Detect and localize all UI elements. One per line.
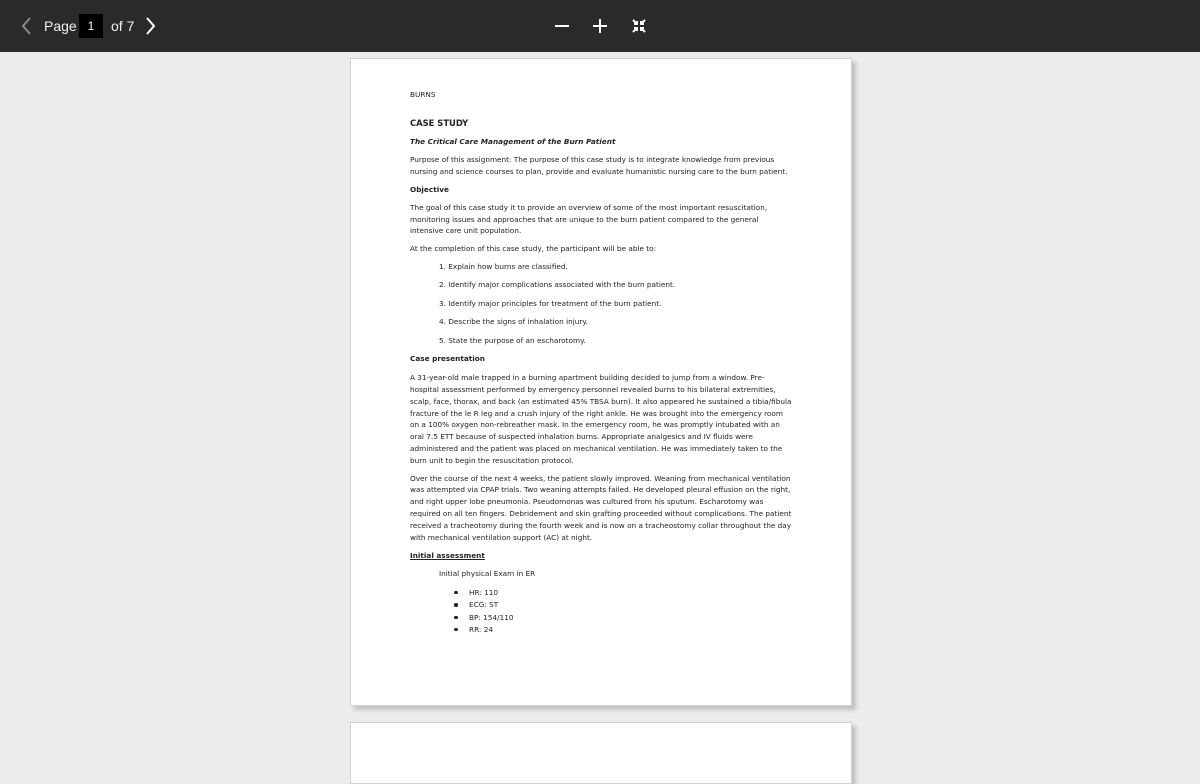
case-study-title: CASE STUDY [410, 117, 469, 128]
goal-paragraph: The goal of this case study it to provide an overview of some of the most important resuscitation, monitoring issues and approaches that are unique to the burn patient compared to the general intensive care unit population. [410, 202, 768, 236]
case-presentation-heading: Case presentation [410, 354, 485, 364]
list-item: 5. State the purpose of an escharotomy. [439, 335, 586, 345]
page-content [410, 89, 792, 636]
list-item [454, 624, 792, 636]
pdf-toolbar [0, 0, 1200, 52]
vitals-list [410, 587, 792, 636]
list-item [454, 587, 792, 599]
initial-assessment-heading: Initial assessment [410, 551, 485, 561]
case-presentation-paragraph: A 31-year-old male trapped in a burning apartment building decided to jump from a window. Pre-hospital assessment performed by emergency personnel revealed burns to his bilateral extremities, scalp, face, thorax, and back (an estimated 45% TBSA burn). It also appeared he sustained a tibia/fibula fracture of the le R leg and a crush injury of the right ankle. He was brought into the emergency room on a 100% oxygen non-rebreather mask. In the emergency room, he was promptly intubated with an oral 7.5 ETT because of suspected inhalation burns. Appropriate analgesics and IV fluids were administered and the patient was placed on mechanical ventilation. He was immediately taken to the burn unit to begin the resuscitation protocol. [410, 373, 792, 465]
document-page-1 [350, 58, 852, 706]
list-item: 2. Identify major complications associated with the burn patient. [439, 280, 676, 290]
bullet-icon [454, 591, 458, 595]
bullet-icon [454, 603, 458, 607]
fit-page-icon[interactable] [627, 15, 651, 37]
list-item: 4. Describe the signs of inhalation injury. [439, 317, 588, 327]
chevron-left-icon[interactable] [17, 15, 37, 37]
vital-rr: RR: 24 [469, 624, 493, 634]
objective-heading: Objective [410, 184, 449, 194]
plus-icon[interactable] [588, 15, 612, 37]
document-page-2 [350, 722, 852, 784]
vital-hr: HR: 110 [469, 587, 499, 597]
objectives-list [410, 261, 792, 347]
vital-bp: BP: 154/110 [469, 612, 514, 622]
course-paragraph: Over the course of the next 4 weeks, the patient slowly improved. Weaning from mechanical ventilation was attempted via CPAP trials. Two weaning attempts failed. He developed pleural effusion on the right, and right upper lobe pneumonia. Pseudomonas was cultured from his sputum. Escharotomy was required on all ten fingers. Debridement and skin grafting proceeded without complications. The patient received a tracheotomy during the fourth week and is now on a tracheostomy collar throughout the day with mechanical ventilation support (AC) at night. [410, 473, 792, 542]
completion-intro: At the completion of this case study, the participant will be able to: [410, 244, 657, 254]
chevron-right-icon[interactable] [141, 15, 161, 37]
bullet-icon [454, 616, 458, 620]
document-header: BURNS [410, 90, 436, 99]
list-item [454, 599, 792, 611]
page-label: Page [44, 18, 77, 34]
page-number-input[interactable] [79, 14, 103, 38]
list-item: 3. Identify major principles for treatment of the burn patient. [439, 298, 662, 308]
physical-exam-label: Initial physical Exam in ER [439, 569, 536, 579]
page-count-label: of 7 [111, 18, 135, 34]
list-item [454, 612, 792, 624]
minus-icon[interactable] [550, 15, 574, 37]
list-item: 1. Explain how burns are classified. [439, 261, 568, 271]
document-subtitle: The Critical Care Management of the Burn Patient [410, 136, 616, 146]
bullet-icon [454, 628, 458, 632]
vital-ecg: ECG: ST [469, 600, 499, 610]
purpose-paragraph: Purpose of this assignment: The purpose of this case study is to integrate knowledge from previous nursing and science courses to plan, provide and evaluate humanistic nursing care to the burn patient. [410, 155, 788, 177]
